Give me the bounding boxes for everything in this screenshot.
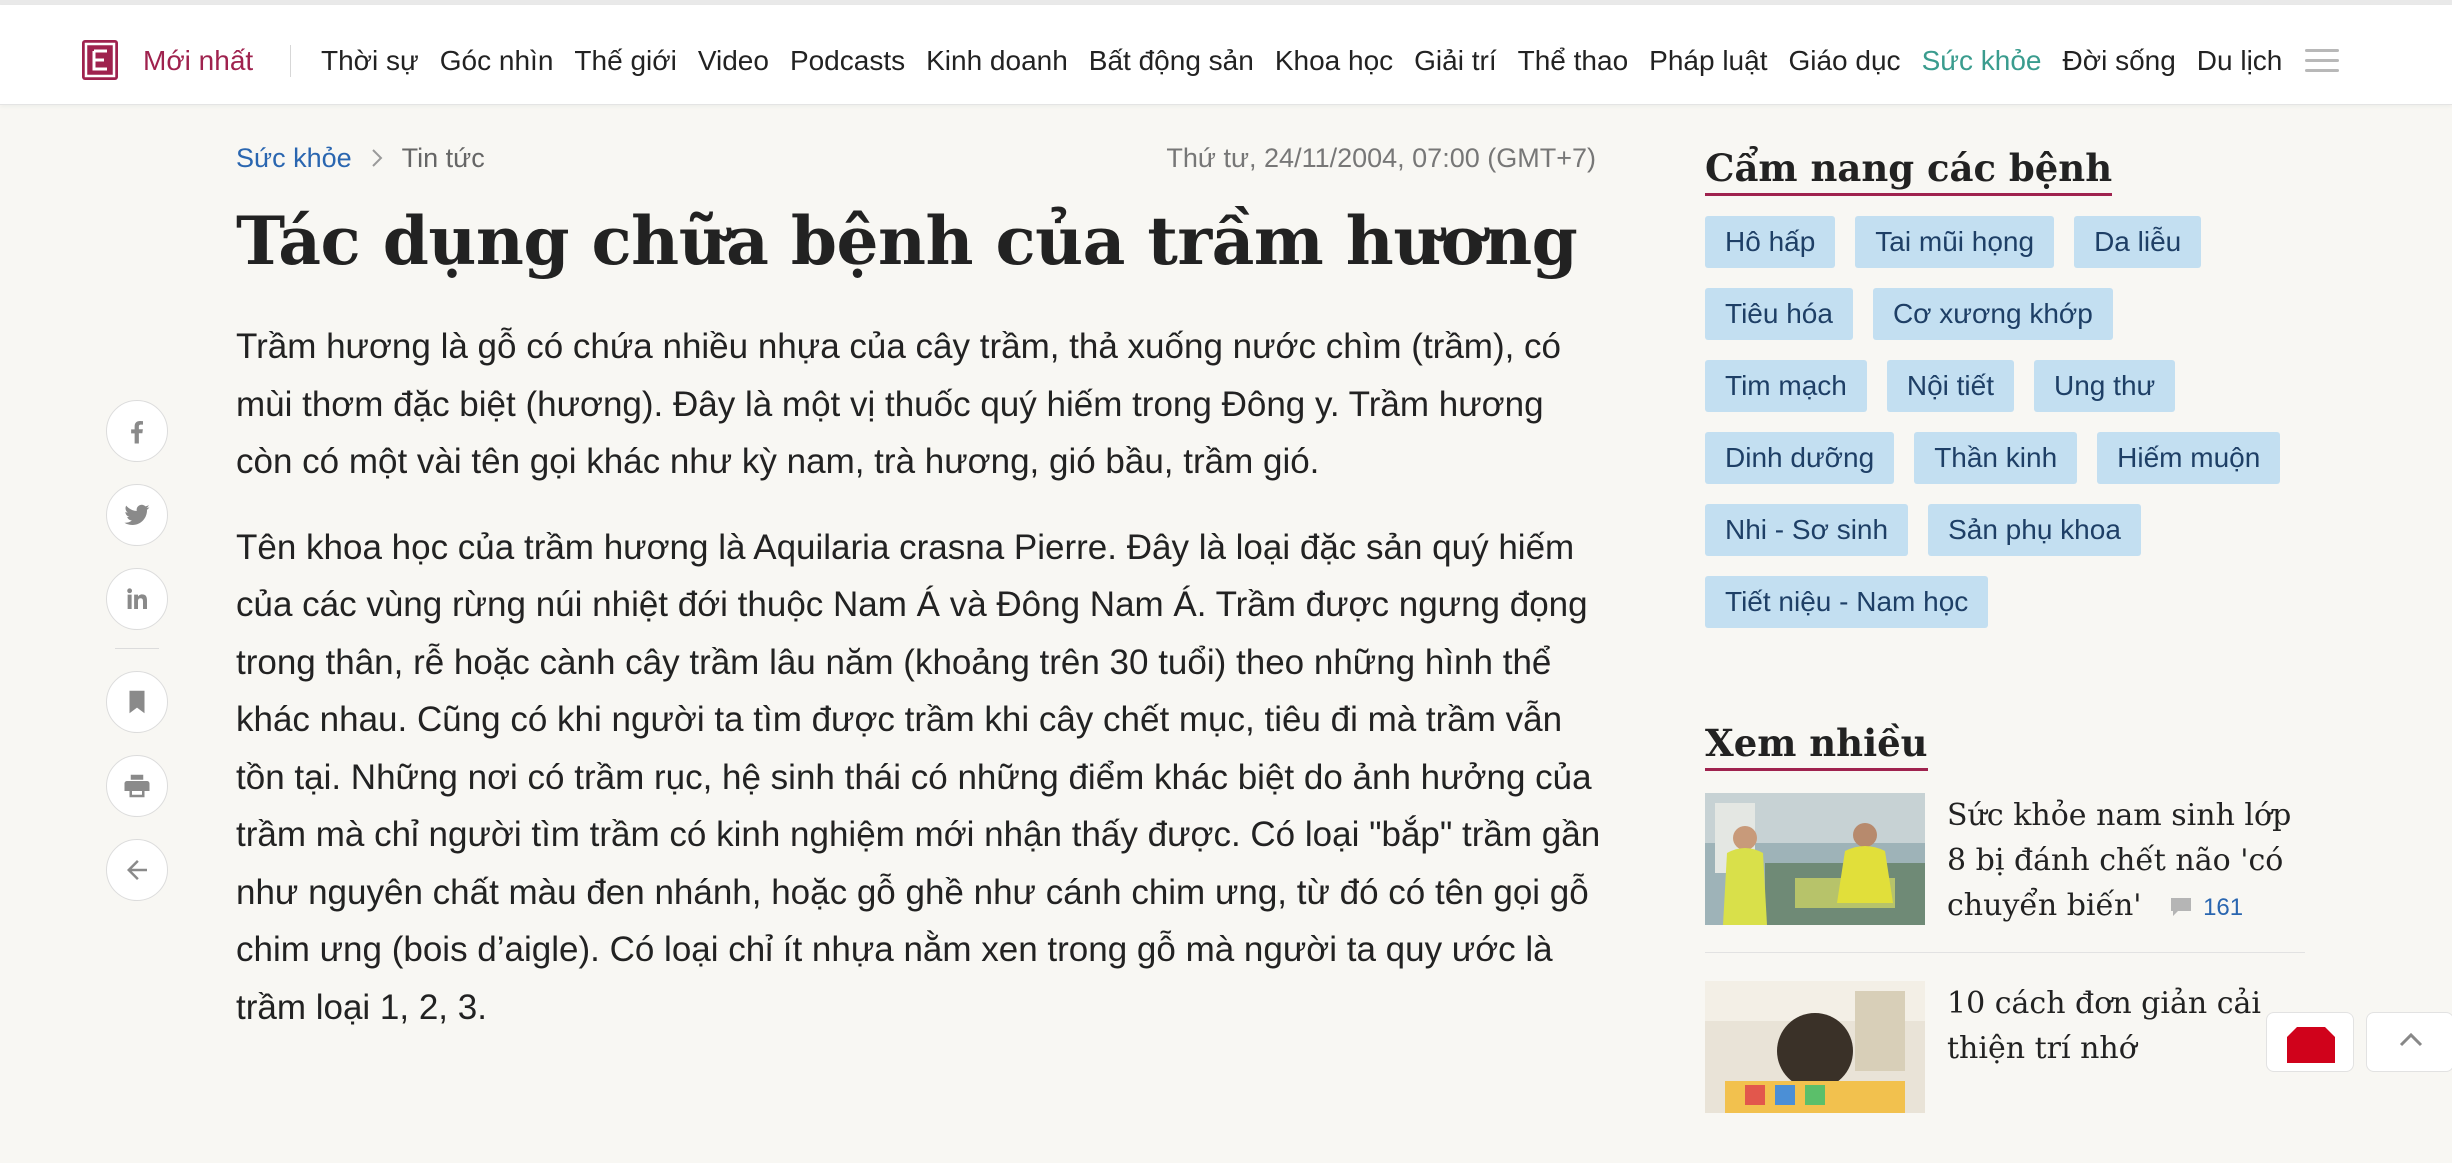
nav-item[interactable]: Pháp luật	[1649, 45, 1768, 76]
comment-icon	[2169, 896, 2193, 918]
rail-divider	[115, 648, 159, 649]
adblock-icon[interactable]	[2266, 1012, 2354, 1072]
disease-tag[interactable]: Sản phụ khoa	[1928, 504, 2141, 556]
top-navbar	[0, 5, 2452, 105]
disease-tag-list	[1705, 216, 2305, 648]
scroll-top-button[interactable]	[2366, 1012, 2452, 1072]
site-logo-icon[interactable]	[82, 40, 118, 80]
menu-icon[interactable]	[2305, 49, 2339, 73]
article-thumbnail[interactable]	[1705, 793, 1925, 925]
disease-tag[interactable]: Dinh dưỡng	[1705, 432, 1894, 484]
most-viewed-item[interactable]	[1705, 981, 2305, 1135]
back-arrow-icon[interactable]	[106, 839, 168, 901]
article-paragraph: Trầm hương là gỗ có chứa nhiều nhựa của cây trầm, thả xuống nước chìm (trầm), có mùi thơm đặc biệt (hương). Đây là một vị thuốc quý hiếm trong Đông y. Trầm hương còn có một vài tên gọi khác như kỳ nam, trà hương, gió bầu, trầm gió.	[236, 327, 1562, 481]
disease-tag[interactable]: Tim mạch	[1705, 360, 1867, 412]
most-viewed-title[interactable]: 10 cách đơn giản cải thiện trí nhớ	[1947, 985, 2262, 1066]
nav-item[interactable]: Giải trí	[1414, 45, 1497, 76]
breadcrumb-sub-link[interactable]: Tin tức	[401, 143, 485, 173]
disease-tag[interactable]: Tai mũi họng	[1855, 216, 2054, 268]
publish-date: Thứ tư, 24/11/2004, 07:00 (GMT+7)	[1166, 143, 1596, 173]
nav-item[interactable]: Podcasts	[789, 45, 906, 76]
disease-tag[interactable]: Tiết niệu - Nam học	[1705, 576, 1988, 628]
disease-tag[interactable]: Hô hấp	[1705, 216, 1835, 268]
comment-count-value: 161	[2203, 893, 2244, 921]
twitter-icon[interactable]	[106, 484, 168, 546]
nav-item[interactable]: Sức khỏe	[1921, 45, 2042, 76]
article-thumbnail[interactable]	[1705, 981, 1925, 1113]
nav-item[interactable]: Thế giới	[574, 45, 677, 76]
most-viewed-item[interactable]	[1705, 793, 2305, 953]
breadcrumb-category-link[interactable]: Sức khỏe	[236, 143, 352, 173]
article-body	[236, 318, 1606, 1064]
breadcrumb	[236, 140, 485, 176]
disease-tag[interactable]: Nhi - Sơ sinh	[1705, 504, 1908, 556]
nav-item[interactable]: Đời sống	[2062, 45, 2176, 76]
chevron-right-icon	[370, 148, 384, 168]
nav-item[interactable]: Thể thao	[1517, 45, 1629, 76]
nav-item[interactable]: Video	[697, 45, 769, 76]
bookmark-icon[interactable]	[106, 671, 168, 733]
disease-tag[interactable]: Ung thư	[2034, 360, 2175, 412]
disease-tag[interactable]: Hiếm muộn	[2097, 432, 2280, 484]
share-rail	[106, 400, 170, 923]
facebook-icon[interactable]	[106, 400, 168, 462]
sidebar	[1705, 145, 2305, 1163]
handbook-heading: Cẩm nang các bệnh	[1705, 145, 2112, 196]
most-viewed-title[interactable]: Sức khỏe nam sinh lớp 8 bị đánh chết não 'có chuyển biến'	[1947, 798, 2292, 923]
most-viewed-section	[1705, 720, 2305, 1135]
disease-tag[interactable]: Da liễu	[2074, 216, 2201, 268]
article-paragraph: Tên khoa học của trầm hương là Aquilaria crasna Pierre. Đây là loại đặc sản quý hiếm của các vùng rừng núi nhiệt đới thuộc Nam Á và Đông Nam Á. Trầm được ngưng đọng trong thân, rễ hoặc cành cây trầm lâu năm (khoảng trên 30 tuổi) theo những hình thể khác nhau. Cũng có khi người ta tìm được trầm khi cây chết mục, tiêu đi mà trầm vẫn tồn tại. Những nơi có trầm rục, hệ sinh thái có những điểm khác biệt do ảnh hưởng của trầm mà chỉ người tìm trầm có kinh nghiệm mới nhận thấy được. Có loại "bắp" trầm gần như nguyên chất màu đen nhánh, hoặc gỗ ghề như cánh chim ưng, từ đó có tên gọi gỗ chim ưng (bois d’aigle). Có loại chỉ ít nhựa nằm xen trong gỗ mà người ta quy ước là trầm loại 1, 2, 3.	[236, 527, 1601, 1027]
disease-tag[interactable]: Cơ xương khớp	[1873, 288, 2113, 340]
disease-tag[interactable]: Nội tiết	[1887, 360, 2014, 412]
disease-tag[interactable]: Tiêu hóa	[1705, 288, 1853, 340]
most-viewed-list	[1705, 793, 2305, 1135]
nav-item[interactable]: Kinh doanh	[926, 45, 1068, 76]
nav-newest-link[interactable]: Mới nhất	[143, 45, 254, 76]
nav-item[interactable]: Bất động sản	[1088, 45, 1254, 76]
disease-tag[interactable]: Thần kinh	[1914, 432, 2077, 484]
nav-divider	[290, 45, 291, 77]
comment-count[interactable]	[2169, 885, 2243, 930]
nav-item[interactable]: Giáo dục	[1788, 45, 1901, 76]
nav-item[interactable]: Thời sự	[321, 45, 419, 76]
nav-item[interactable]: Khoa học	[1274, 45, 1394, 76]
category-nav	[321, 41, 2303, 81]
nav-item[interactable]: Góc nhìn	[439, 45, 554, 76]
print-icon[interactable]	[106, 755, 168, 817]
most-viewed-heading: Xem nhiều	[1705, 720, 1928, 771]
linkedin-icon[interactable]	[106, 568, 168, 630]
article-title: Tác dụng chữa bệnh của trầm hương	[236, 202, 1578, 280]
nav-item[interactable]: Du lịch	[2196, 45, 2283, 76]
